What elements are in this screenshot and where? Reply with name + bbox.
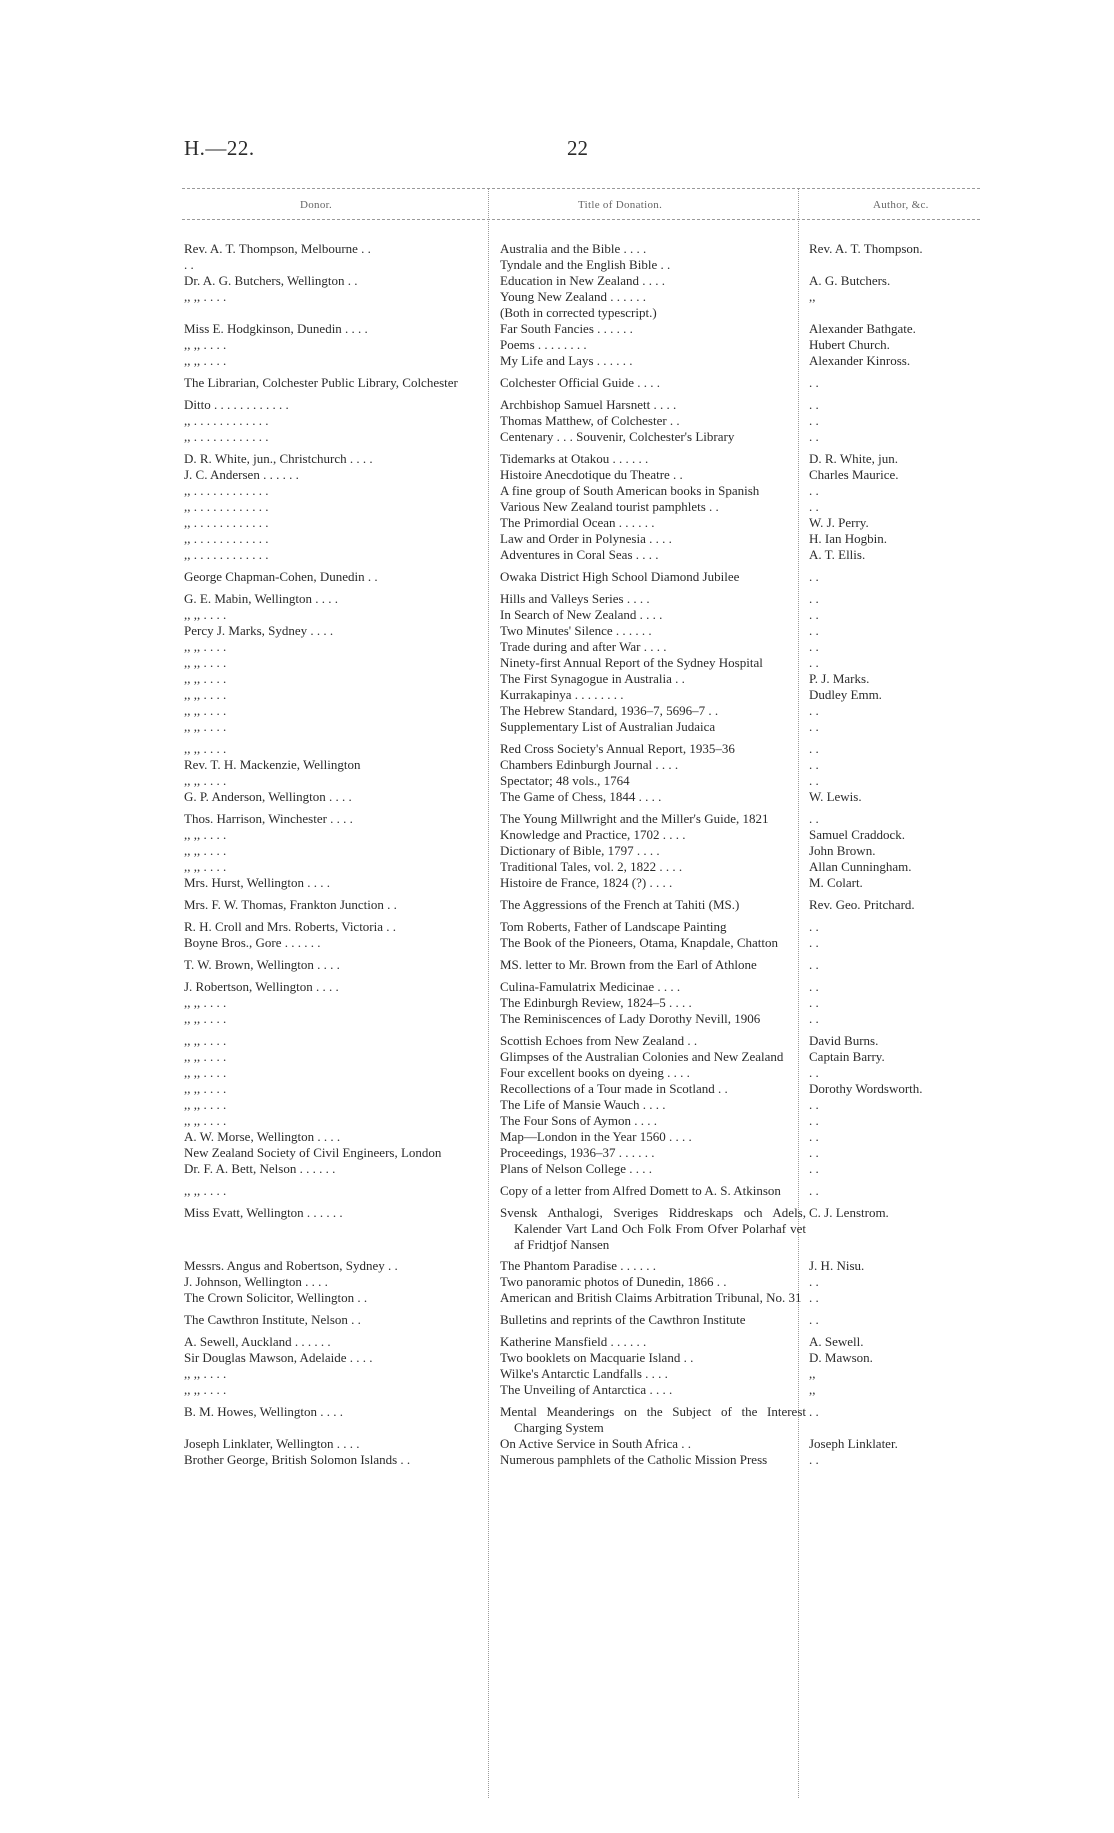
- author-cell: . .: [809, 1065, 819, 1080]
- title-cell: The Four Sons of Aymon . . . .: [500, 1113, 657, 1128]
- donor-cell: Ditto . . . . . . . . . . . .: [184, 397, 289, 412]
- title-cell: Far South Fancies . . . . . .: [500, 321, 633, 336]
- author-cell: . .: [809, 569, 819, 584]
- author-cell: . .: [809, 499, 819, 514]
- title-cell: The Game of Chess, 1844 . . . .: [500, 789, 662, 804]
- donor-cell: New Zealand Society of Civil Engineers, London: [184, 1145, 442, 1160]
- title-cell: Hills and Valleys Series . . . .: [500, 591, 650, 606]
- donor-cell: ,, . . . . . . . . . . . .: [184, 499, 269, 514]
- document-code: H.—22.: [184, 136, 255, 160]
- title-cell: The First Synagogue in Australia . .: [500, 671, 685, 686]
- author-cell: . .: [809, 639, 819, 654]
- donor-cell: Mrs. Hurst, Wellington . . . .: [184, 875, 331, 890]
- donor-cell: ,, ,, . . . .: [184, 655, 227, 670]
- donor-cell: Messrs. Angus and Robertson, Sydney . .: [184, 1258, 398, 1273]
- author-cell: . .: [809, 1011, 819, 1026]
- title-cell: Kurrakapinya . . . . . . . .: [500, 687, 624, 702]
- donor-cell: ,, ,, . . . .: [184, 289, 227, 304]
- table-row: [0, 1183, 1114, 1199]
- author-cell: M. Colart.: [809, 875, 863, 890]
- title-cell: Svensk Anthalogi, Sveriges Riddreskaps och Adels, Kalender Vart Land Och Folk From Ofver Polarhaf vet af Fridtjof Nansen: [500, 1205, 806, 1252]
- table-row: [0, 957, 1114, 973]
- table-row: [0, 1081, 1114, 1097]
- donations-table: [0, 241, 1114, 1468]
- table-row: [0, 859, 1114, 875]
- author-cell: W. Lewis.: [809, 789, 862, 804]
- donor-cell: ,, . . . . . . . . . . . .: [184, 429, 269, 444]
- author-cell: A. T. Ellis.: [809, 547, 866, 562]
- title-cell: Proceedings, 1936–37 . . . . . .: [500, 1145, 655, 1160]
- table-row: [0, 687, 1114, 703]
- author-cell: . .: [809, 1183, 819, 1198]
- author-cell: . .: [809, 1113, 819, 1128]
- donor-cell: Rev. T. H. Mackenzie, Wellington: [184, 757, 361, 772]
- title-cell: The Unveiling of Antarctica . . . .: [500, 1382, 673, 1397]
- donor-cell: George Chapman-Cohen, Dunedin . .: [184, 569, 378, 584]
- author-cell: . .: [809, 483, 819, 498]
- title-cell: Spectator; 48 vols., 1764: [500, 773, 630, 788]
- donor-cell: ,, ,, . . . .: [184, 337, 227, 352]
- donor-cell: ,, . . . . . . . . . . . .: [184, 515, 269, 530]
- title-cell: The Edinburgh Review, 1824–5 . . . .: [500, 995, 692, 1010]
- title-cell: The Reminiscences of Lady Dorothy Nevill, 1906: [500, 1011, 761, 1026]
- donor-cell: ,, ,, . . . .: [184, 1097, 227, 1112]
- title-cell: Bulletins and reprints of the Cawthron Institute: [500, 1312, 746, 1327]
- title-cell: On Active Service in South Africa . .: [500, 1436, 691, 1451]
- donor-cell: The Librarian, Colchester Public Library, Colchester: [184, 375, 458, 390]
- table-row: [0, 1097, 1114, 1113]
- title-cell: Wilke's Antarctic Landfalls . . . .: [500, 1366, 668, 1381]
- table-row: [0, 1011, 1114, 1027]
- table-row: [0, 1065, 1114, 1081]
- title-cell: Two panoramic photos of Dunedin, 1866 . .: [500, 1274, 727, 1289]
- donor-cell: ,, ,, . . . .: [184, 353, 227, 368]
- author-cell: H. Ian Hogbin.: [809, 531, 887, 546]
- title-cell: Tidemarks at Otakou . . . . . .: [500, 451, 649, 466]
- donor-cell: B. M. Howes, Wellington . . . .: [184, 1404, 344, 1419]
- title-cell: Chambers Edinburgh Journal . . . .: [500, 757, 679, 772]
- author-cell: Alexander Kinross.: [809, 353, 911, 368]
- author-cell: ,,: [809, 289, 816, 304]
- donor-cell: Sir Douglas Mawson, Adelaide . . . .: [184, 1350, 373, 1365]
- title-cell: MS. letter to Mr. Brown from the Earl of Athlone: [500, 957, 757, 972]
- donor-cell: Percy J. Marks, Sydney . . . .: [184, 623, 334, 638]
- title-cell: The Primordial Ocean . . . . . .: [500, 515, 655, 530]
- author-cell: . .: [809, 591, 819, 606]
- title-cell: Two Minutes' Silence . . . . . .: [500, 623, 652, 638]
- table-row: [0, 257, 1114, 273]
- table-row: [0, 591, 1114, 607]
- title-cell: Various New Zealand tourist pamphlets . .: [500, 499, 719, 514]
- title-cell: Dictionary of Bible, 1797 . . . .: [500, 843, 660, 858]
- author-cell: . .: [809, 741, 819, 756]
- donor-cell: G. P. Anderson, Wellington . . . .: [184, 789, 352, 804]
- table-row: [0, 1452, 1114, 1468]
- donor-cell: J. Johnson, Wellington . . . .: [184, 1274, 328, 1289]
- author-cell: Charles Maurice.: [809, 467, 899, 482]
- author-cell: . .: [809, 703, 819, 718]
- table-row: [0, 935, 1114, 951]
- donor-cell: R. H. Croll and Mrs. Roberts, Victoria . .: [184, 919, 397, 934]
- column-header-donor: Donor.: [300, 199, 333, 211]
- author-cell: Rev. Geo. Pritchard.: [809, 897, 915, 912]
- author-cell: David Burns.: [809, 1033, 879, 1048]
- table-row: [0, 1033, 1114, 1049]
- author-cell: P. J. Marks.: [809, 671, 870, 686]
- title-cell: Katherine Mansfield . . . . . .: [500, 1334, 647, 1349]
- title-cell: The Life of Mansie Wauch . . . .: [500, 1097, 666, 1112]
- title-cell: Law and Order in Polynesia . . . .: [500, 531, 672, 546]
- table-row: [0, 757, 1114, 773]
- table-row: [0, 639, 1114, 655]
- donor-cell: A. W. Morse, Wellington . . . .: [184, 1129, 341, 1144]
- header-bottom-rule: [182, 219, 980, 220]
- author-cell: Dudley Emm.: [809, 687, 882, 702]
- author-cell: . .: [809, 995, 819, 1010]
- donor-cell: ,, ,, . . . .: [184, 827, 227, 842]
- author-cell: C. J. Lenstrom.: [809, 1205, 889, 1220]
- donor-cell: The Cawthron Institute, Nelson . .: [184, 1312, 361, 1327]
- title-cell: Glimpses of the Australian Colonies and New Zealand: [500, 1049, 784, 1064]
- table-row: [0, 1350, 1114, 1366]
- title-cell: Education in New Zealand . . . .: [500, 273, 665, 288]
- title-cell: Map—London in the Year 1560 . . . .: [500, 1129, 692, 1144]
- table-row: [0, 305, 1114, 321]
- donor-cell: ,, ,, . . . .: [184, 607, 227, 622]
- table-row: [0, 1290, 1114, 1306]
- table-row: [0, 979, 1114, 995]
- title-cell: The Book of the Pioneers, Otama, Knapdale, Chatton: [500, 935, 778, 950]
- title-cell: Thomas Matthew, of Colchester . .: [500, 413, 680, 428]
- title-cell: Australia and the Bible . . . .: [500, 241, 647, 256]
- donor-cell: Thos. Harrison, Winchester . . . .: [184, 811, 353, 826]
- table-row: [0, 569, 1114, 585]
- table-row: [0, 499, 1114, 515]
- table-row: [0, 483, 1114, 499]
- table-row: [0, 1258, 1114, 1274]
- title-cell: Supplementary List of Australian Judaica: [500, 719, 716, 734]
- title-cell: Red Cross Society's Annual Report, 1935–36: [500, 741, 735, 756]
- title-cell: Traditional Tales, vol. 2, 1822 . . . .: [500, 859, 683, 874]
- author-cell: Samuel Craddock.: [809, 827, 906, 842]
- title-cell: Two booklets on Macquarie Island . .: [500, 1350, 694, 1365]
- title-cell: Mental Meanderings on the Subject of the Interest Charging System: [500, 1404, 806, 1435]
- author-cell: . .: [809, 1404, 819, 1419]
- table-row: [0, 1366, 1114, 1382]
- author-cell: Alexander Bathgate.: [809, 321, 916, 336]
- table-row: [0, 353, 1114, 369]
- author-cell: Rev. A. T. Thompson.: [809, 241, 923, 256]
- donor-cell: ,, ,, . . . .: [184, 1183, 227, 1198]
- table-row: [0, 995, 1114, 1011]
- title-cell: Scottish Echoes from New Zealand . .: [500, 1033, 698, 1048]
- table-row: [0, 451, 1114, 467]
- donor-cell: Dr. A. G. Butchers, Wellington . .: [184, 273, 358, 288]
- title-cell: Owaka District High School Diamond Jubilee: [500, 569, 740, 584]
- author-cell: Dorothy Wordsworth.: [809, 1081, 923, 1096]
- author-cell: . .: [809, 1129, 819, 1144]
- title-cell: Knowledge and Practice, 1702 . . . .: [500, 827, 686, 842]
- table-row: [0, 321, 1114, 337]
- donor-cell: Miss Evatt, Wellington . . . . . .: [184, 1205, 343, 1220]
- title-cell: Histoire de France, 1824 (?) . . . .: [500, 875, 673, 890]
- donor-cell: ,, ,, . . . .: [184, 1382, 227, 1397]
- title-cell: Four excellent books on dyeing . . . .: [500, 1065, 690, 1080]
- title-cell: Copy of a letter from Alfred Domett to A. S. Atkinson: [500, 1183, 781, 1198]
- table-row: [0, 289, 1114, 305]
- table-row: [0, 531, 1114, 547]
- title-cell: Numerous pamphlets of the Catholic Mission Press: [500, 1452, 768, 1467]
- author-cell: . .: [809, 375, 819, 390]
- donor-cell: ,, ,, . . . .: [184, 859, 227, 874]
- title-cell: The Phantom Paradise . . . . . .: [500, 1258, 656, 1273]
- table-row: [0, 671, 1114, 687]
- donor-cell: ,, ,, . . . .: [184, 1011, 227, 1026]
- header-top-rule: [182, 188, 980, 189]
- author-cell: . .: [809, 623, 819, 638]
- donor-cell: ,, . . . . . . . . . . . .: [184, 413, 269, 428]
- title-cell: Colchester Official Guide . . . .: [500, 375, 661, 390]
- author-cell: W. J. Perry.: [809, 515, 869, 530]
- donor-cell: ,, ,, . . . .: [184, 773, 227, 788]
- table-row: [0, 241, 1114, 257]
- author-cell: . .: [809, 919, 819, 934]
- author-cell: ,,: [809, 1366, 816, 1381]
- title-cell: Young New Zealand . . . . . .: [500, 289, 646, 304]
- author-cell: D. R. White, jun.: [809, 451, 898, 466]
- author-cell: John Brown.: [809, 843, 876, 858]
- table-row: [0, 1382, 1114, 1398]
- title-cell: The Young Millwright and the Miller's Guide, 1821: [500, 811, 769, 826]
- table-row: [0, 1312, 1114, 1328]
- author-cell: . .: [809, 1161, 819, 1176]
- donor-cell: ,, ,, . . . .: [184, 703, 227, 718]
- table-row: [0, 397, 1114, 413]
- donor-cell: D. R. White, jun., Christchurch . . . .: [184, 451, 373, 466]
- title-cell: The Aggressions of the French at Tahiti (MS.): [500, 897, 740, 912]
- author-cell: . .: [809, 979, 819, 994]
- table-row: [0, 413, 1114, 429]
- table-row: [0, 607, 1114, 623]
- donor-cell: ,, . . . . . . . . . . . .: [184, 483, 269, 498]
- author-cell: . .: [809, 413, 819, 428]
- donor-cell: J. C. Andersen . . . . . .: [184, 467, 299, 482]
- author-cell: . .: [809, 935, 819, 950]
- title-cell: A fine group of South American books in Spanish: [500, 483, 760, 498]
- author-cell: . .: [809, 957, 819, 972]
- title-cell: Trade during and after War . . . .: [500, 639, 667, 654]
- table-row: [0, 1274, 1114, 1290]
- table-row: [0, 655, 1114, 671]
- author-cell: . .: [809, 773, 819, 788]
- table-row: [0, 337, 1114, 353]
- author-cell: Captain Barry.: [809, 1049, 885, 1064]
- title-cell: Plans of Nelson College . . . .: [500, 1161, 653, 1176]
- donor-cell: Rev. A. T. Thompson, Melbourne . .: [184, 241, 371, 256]
- table-row: [0, 875, 1114, 891]
- donor-cell: ,, ,, . . . .: [184, 1033, 227, 1048]
- donor-cell: Brother George, British Solomon Islands . .: [184, 1452, 411, 1467]
- donor-cell: A. Sewell, Auckland . . . . . .: [184, 1334, 331, 1349]
- donor-cell: ,, ,, . . . .: [184, 843, 227, 858]
- donor-cell: Boyne Bros., Gore . . . . . .: [184, 935, 321, 950]
- title-cell: Tyndale and the English Bible . .: [500, 257, 671, 272]
- column-header-title: Title of Donation.: [578, 199, 663, 211]
- table-row: [0, 1334, 1114, 1350]
- author-cell: . .: [809, 1312, 819, 1327]
- table-row: [0, 429, 1114, 445]
- author-cell: D. Mawson.: [809, 1350, 873, 1365]
- donor-cell: ,, ,, . . . .: [184, 1366, 227, 1381]
- title-cell: Centenary . . . Souvenir, Colchester's Library: [500, 429, 735, 444]
- title-cell: Histoire Anecdotique du Theatre . .: [500, 467, 683, 482]
- author-cell: J. H. Nisu.: [809, 1258, 865, 1273]
- title-cell: Tom Roberts, Father of Landscape Painting: [500, 919, 727, 934]
- donor-cell: ,, . . . . . . . . . . . .: [184, 531, 269, 546]
- title-cell: Culina-Famulatrix Medicinae . . . .: [500, 979, 681, 994]
- donor-cell: ,, ,, . . . .: [184, 719, 227, 734]
- table-row: [0, 719, 1114, 735]
- table-row: [0, 827, 1114, 843]
- author-cell: . .: [809, 429, 819, 444]
- donor-cell: ,, ,, . . . .: [184, 1065, 227, 1080]
- table-row: [0, 1161, 1114, 1177]
- table-row: [0, 1205, 1114, 1252]
- title-cell: American and British Claims Arbitration Tribunal, No. 31: [500, 1290, 802, 1305]
- author-cell: ,,: [809, 1382, 816, 1397]
- author-cell: Joseph Linklater.: [809, 1436, 898, 1451]
- table-row: [0, 811, 1114, 827]
- author-cell: . .: [809, 1145, 819, 1160]
- donor-cell: . .: [184, 257, 194, 272]
- table-row: [0, 1049, 1114, 1065]
- author-cell: A. G. Butchers.: [809, 273, 891, 288]
- title-cell: Ninety-first Annual Report of the Sydney Hospital: [500, 655, 763, 670]
- table-row: [0, 623, 1114, 639]
- title-cell: (Both in corrected typescript.): [500, 305, 657, 320]
- author-cell: A. Sewell.: [809, 1334, 864, 1349]
- donor-cell: ,, ,, . . . .: [184, 1049, 227, 1064]
- title-cell: Recollections of a Tour made in Scotland . .: [500, 1081, 728, 1096]
- donor-cell: ,, . . . . . . . . . . . .: [184, 547, 269, 562]
- author-cell: Allan Cunningham.: [809, 859, 912, 874]
- page-number: 22: [567, 136, 588, 160]
- table-row: [0, 467, 1114, 483]
- donor-cell: ,, ,, . . . .: [184, 671, 227, 686]
- donor-cell: G. E. Mabin, Wellington . . . .: [184, 591, 338, 606]
- donor-cell: Joseph Linklater, Wellington . . . .: [184, 1436, 360, 1451]
- author-cell: . .: [809, 719, 819, 734]
- donor-cell: ,, ,, . . . .: [184, 1113, 227, 1128]
- table-row: [0, 741, 1114, 757]
- donor-cell: ,, ,, . . . .: [184, 639, 227, 654]
- table-row: [0, 1129, 1114, 1145]
- table-row: [0, 1113, 1114, 1129]
- table-row: [0, 1145, 1114, 1161]
- title-cell: My Life and Lays . . . . . .: [500, 353, 633, 368]
- table-row: [0, 1404, 1114, 1436]
- author-cell: . .: [809, 1274, 819, 1289]
- title-cell: In Search of New Zealand . . . .: [500, 607, 663, 622]
- donor-cell: J. Robertson, Wellington . . . .: [184, 979, 339, 994]
- table-row: [0, 547, 1114, 563]
- author-cell: . .: [809, 1097, 819, 1112]
- author-cell: . .: [809, 811, 819, 826]
- title-cell: Adventures in Coral Seas . . . .: [500, 547, 659, 562]
- donor-cell: T. W. Brown, Wellington . . . .: [184, 957, 340, 972]
- donor-cell: ,, ,, . . . .: [184, 687, 227, 702]
- author-cell: . .: [809, 1290, 819, 1305]
- column-header-author: Author, &c.: [873, 199, 929, 211]
- donor-cell: ,, ,, . . . .: [184, 741, 227, 756]
- title-cell: Poems . . . . . . . .: [500, 337, 587, 352]
- table-row: [0, 897, 1114, 913]
- table-row: [0, 843, 1114, 859]
- author-cell: . .: [809, 757, 819, 772]
- author-cell: . .: [809, 397, 819, 412]
- table-row: [0, 273, 1114, 289]
- table-row: [0, 789, 1114, 805]
- author-cell: Hubert Church.: [809, 337, 890, 352]
- donor-cell: Miss E. Hodgkinson, Dunedin . . . .: [184, 321, 368, 336]
- author-cell: . .: [809, 1452, 819, 1467]
- table-row: [0, 703, 1114, 719]
- table-row: [0, 375, 1114, 391]
- title-cell: Archbishop Samuel Harsnett . . . .: [500, 397, 677, 412]
- table-row: [0, 919, 1114, 935]
- table-row: [0, 1436, 1114, 1452]
- donor-cell: The Crown Solicitor, Wellington . .: [184, 1290, 368, 1305]
- donor-cell: Dr. F. A. Bett, Nelson . . . . . .: [184, 1161, 336, 1176]
- donor-cell: Mrs. F. W. Thomas, Frankton Junction . .: [184, 897, 397, 912]
- author-cell: . .: [809, 607, 819, 622]
- author-cell: . .: [809, 655, 819, 670]
- donor-cell: ,, ,, . . . .: [184, 995, 227, 1010]
- table-row: [0, 515, 1114, 531]
- title-cell: The Hebrew Standard, 1936–7, 5696–7 . .: [500, 703, 719, 718]
- table-row: [0, 773, 1114, 789]
- donor-cell: ,, ,, . . . .: [184, 1081, 227, 1096]
